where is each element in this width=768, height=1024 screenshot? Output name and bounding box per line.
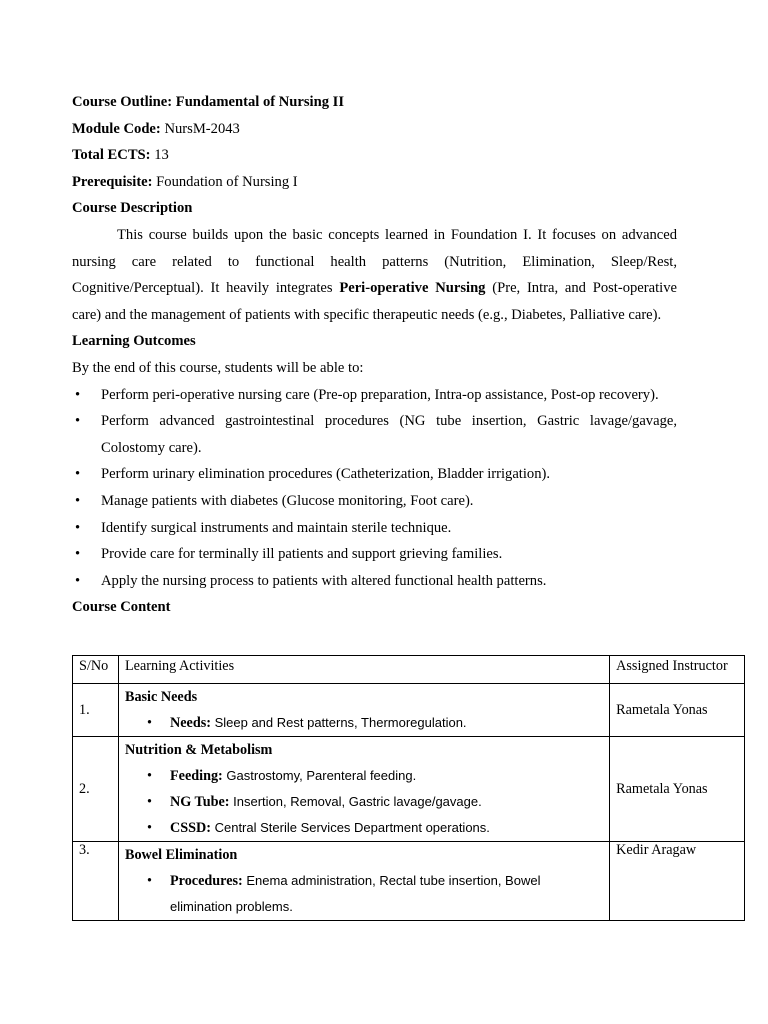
prerequisite-label: Prerequisite: <box>72 173 153 190</box>
table-row <box>73 842 745 921</box>
row-instructor: Rametala Yonas <box>610 684 745 737</box>
bullet-label: Needs: <box>169 715 211 731</box>
list-item: • Provide care for terminally ill patients and support grieving families. <box>72 541 677 568</box>
row-activities <box>118 684 609 737</box>
module-code-value: NursM-2043 <box>164 120 240 137</box>
activity-title: Nutrition & Metabolism <box>124 742 273 758</box>
list-item: • Perform advanced gastrointestinal procedures (NG tube insertion, Gastric lavage/gavage, Colostomy care). <box>72 408 677 461</box>
column-header-instructor: Assigned Instructor <box>610 656 745 684</box>
row-instructor: Kedir Aragaw <box>610 842 745 921</box>
prerequisite-line <box>72 169 677 196</box>
list-item <box>125 789 603 815</box>
course-outline-label: Course Outline: Fundamental of Nursing II <box>72 94 345 110</box>
activity-bullets <box>125 763 603 841</box>
document-body <box>72 89 677 621</box>
list-item <box>125 815 603 841</box>
bullet-label: NG Tube: <box>169 794 230 810</box>
bullet-label: Feeding: <box>169 768 223 784</box>
module-code-label: Module Code: <box>72 120 161 137</box>
ects-value: 13 <box>154 147 169 164</box>
learning-outcomes-heading: Learning Outcomes <box>72 333 196 350</box>
column-header-sno: S/No <box>73 656 119 684</box>
bullet-text: Sleep and Rest patterns, Thermoregulation. <box>210 715 467 730</box>
list-item <box>125 763 603 789</box>
list-item: • Perform urinary elimination procedures (Catheterization, Bladder irrigation). <box>72 461 677 488</box>
course-description-heading: Course Description <box>72 200 193 217</box>
activity-bullets <box>125 868 603 920</box>
description-bold-text: Peri-operative Nursing <box>339 280 486 297</box>
bullet-text: Enema administration, Rectal tube insertion, Bowel elimination problems. <box>169 873 541 914</box>
course-description-paragraph <box>72 222 677 328</box>
course-content-table <box>72 655 745 921</box>
course-content-heading: Course Content <box>72 599 171 616</box>
bullet-text: Gastrostomy, Parenteral feeding. <box>222 768 417 783</box>
row-sno: 3. <box>73 842 119 921</box>
row-sno: 2. <box>73 737 119 842</box>
table-header-row <box>73 656 745 684</box>
row-instructor: Rametala Yonas <box>610 737 745 842</box>
activity-title: Bowel Elimination <box>124 847 238 863</box>
list-item <box>125 868 603 920</box>
bullet-label: Procedures: <box>169 873 243 889</box>
bullet-text: Central Sterile Services Department operations. <box>210 820 490 835</box>
activity-bullets <box>125 710 603 736</box>
description-text-after: (Pre, Intra, and Post-operative care) and the management of patients with specific therapeutic needs (e.g., Diabetes, Palliative care). <box>72 280 678 323</box>
row-activities <box>118 842 609 921</box>
list-item <box>125 710 603 736</box>
column-header-activities: Learning Activities <box>118 656 609 684</box>
list-item: • Apply the nursing process to patients with altered functional health patterns. <box>72 568 677 595</box>
learning-outcomes-list <box>72 382 677 595</box>
table-row <box>73 737 745 842</box>
list-item: • Identify surgical instruments and maintain sterile technique. <box>72 515 677 542</box>
description-text-before: This course builds upon the basic concepts learned in Foundation I. It focuses on advanced nursing care related to functional health patterns (Nutrition, Elimination, Sleep/Rest, Cognitive/Perceptual). It heavily integrates <box>72 226 677 297</box>
prerequisite-value: Foundation of Nursing I <box>156 173 298 190</box>
module-code-line <box>72 116 677 143</box>
ects-line <box>72 142 677 169</box>
learning-outcomes-intro: By the end of this course, students will be able to: <box>72 359 364 376</box>
ects-label: Total ECTS: <box>72 147 151 164</box>
table-row <box>73 684 745 737</box>
list-item: • Manage patients with diabetes (Glucose monitoring, Foot care). <box>72 488 677 515</box>
row-sno: 1. <box>73 684 119 737</box>
bullet-label: CSSD: <box>169 820 211 836</box>
list-item: • Perform peri-operative nursing care (Pre-op preparation, Intra-op assistance, Post-op recovery). <box>72 382 677 409</box>
row-activities <box>118 737 609 842</box>
bullet-text: Insertion, Removal, Gastric lavage/gavage. <box>229 794 482 809</box>
course-outline-title <box>72 89 677 116</box>
activity-title: Basic Needs <box>124 689 198 705</box>
